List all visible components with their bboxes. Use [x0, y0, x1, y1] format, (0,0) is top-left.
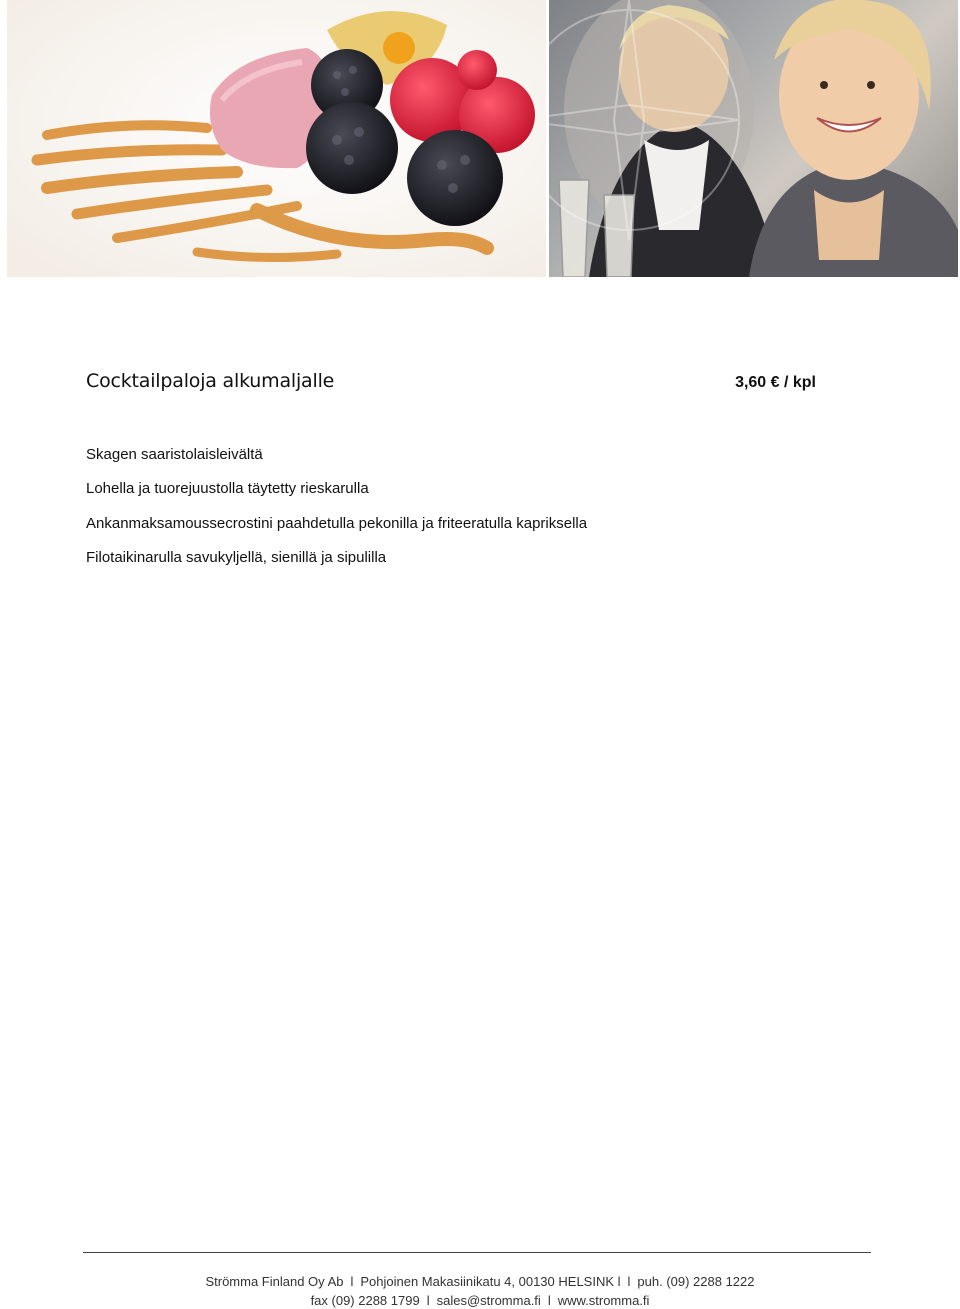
menu-item: Skagen saaristolaisleivältä [86, 446, 263, 463]
menu-item: Lohella ja tuorejuustolla täytetty rieskarulla [86, 480, 369, 498]
dessert-photo [7, 0, 546, 277]
menu-title: Cocktailpaloja alkumaljalle [86, 370, 335, 392]
footer-company: Strömma Finland Oy Ab [205, 1274, 344, 1289]
footer-contact-line [0, 1293, 960, 1308]
footer-address: Pohjoinen Makasiinikatu 4, 00130 HELSINK l [360, 1274, 621, 1289]
footer-contact-line [0, 1274, 960, 1289]
footer-separator: l [627, 1274, 631, 1289]
menu-item: Ankanmaksamoussecrostini paahdetulla pekonilla ja friteeratulla kapriksella [86, 514, 588, 532]
footer-website-link[interactable]: www.stromma.fi [557, 1293, 650, 1308]
footer-fax: fax (09) 2288 1799 [310, 1293, 420, 1308]
menu-item: Filotaikinarulla savukyljellä, sienillä ja sipulilla [86, 548, 387, 566]
footer-separator: l [426, 1293, 430, 1308]
footer-separator: l [350, 1274, 354, 1289]
menu-item-list [86, 446, 846, 583]
people-toasting-photo [549, 0, 958, 277]
footer-divider [83, 1252, 871, 1253]
footer-separator: l [547, 1293, 551, 1308]
menu-header [86, 366, 816, 400]
footer-phone: puh. (09) 2288 1222 [637, 1274, 755, 1289]
menu-price: 3,60 € / kpl [735, 374, 816, 391]
footer-email-link[interactable]: sales@stromma.fi [436, 1293, 541, 1308]
